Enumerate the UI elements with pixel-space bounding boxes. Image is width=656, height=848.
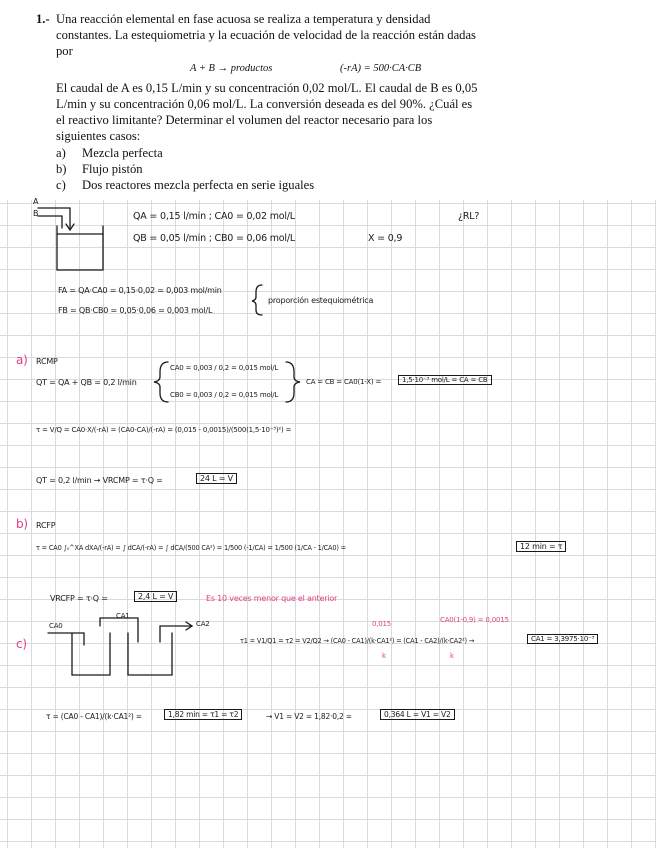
part-c-pink-ca0: 0,015: [372, 620, 392, 628]
reactor-1-inlet: [48, 633, 84, 645]
part-b-tau-result: 12 min = τ: [516, 541, 566, 552]
reaction-equation: A + B → productos: [190, 63, 273, 74]
tank-inlet-pipe-b: [38, 216, 62, 228]
case-c-text: Dos reactores mezcla perfecta en serie iguales: [82, 178, 315, 192]
part-a-label: a): [16, 353, 28, 367]
part-c-ca0: CA0: [49, 622, 63, 630]
part-a-volume-result: 24 L = V: [196, 473, 237, 484]
case-b-text: Flujo pistón: [82, 162, 143, 176]
part-c-ca1-result: CA1 = 3,3975·10⁻³: [527, 634, 598, 644]
case-c-letter: c): [56, 178, 66, 192]
part-b-volume-result: 2,4 L = V: [134, 591, 177, 602]
fb-line: FB = QB·CB0 = 0,05·0,06 = 0,003 mol/L: [58, 306, 213, 315]
part-a-tau: τ = V/Q = CA0·X/(-rA) = (CA0-CA)/(-rA) = (0,015 - 0,0015)/(500(1,5·10⁻³)²) =: [36, 426, 292, 434]
data-line-1: El caudal de A es 0,15 L/min y su concentración 0,02 mol/L. El caudal de B es 0,05: [56, 81, 478, 95]
fa-line: FA = QA·CA0 = 0,15·0,02 = 0,003 mol/min: [58, 286, 222, 295]
part-a-ca: CA = CB = CA0(1-X) =: [306, 378, 382, 386]
statement-line-2: constantes. La estequiometria y la ecuación de velocidad de la reacción están dadas: [56, 28, 476, 42]
case-a-letter: a): [56, 146, 66, 160]
qa-line: QA = 0,15 l/min ; CA0 = 0,02 mol/L: [133, 211, 295, 222]
brace-stoich: [252, 285, 262, 315]
part-a-ca0: CA0 = 0,003 / 0,2 = 0,015 mol/L: [170, 364, 279, 372]
data-line-4: siguientes casos:: [56, 129, 141, 143]
tank-label-a: A: [33, 197, 39, 206]
part-c-k1: k: [382, 652, 386, 660]
reactor-2-outlet: [160, 626, 192, 642]
reactor-1: [72, 633, 110, 675]
part-a-title: RCMP: [36, 357, 58, 366]
conversion-line: X = 0,9: [368, 233, 403, 244]
part-c-volume-result: 0,364 L = V1 = V2: [380, 709, 455, 720]
part-a-total-flow: QT = QA + QB = 0,2 l/min: [36, 378, 137, 387]
part-c-k2: k: [450, 652, 454, 660]
part-c-volume: → V1 = V2 = 1,82·0,2 =: [266, 712, 352, 721]
case-b-letter: b): [56, 162, 67, 176]
reactor-link: [100, 618, 138, 642]
part-c-tau-result: 1,82 min = τ1 = τ2: [164, 709, 242, 720]
part-c-label: c): [16, 637, 27, 651]
data-line-3: el reactivo limitante? Determinar el volumen del reactor necesario para los: [56, 113, 433, 127]
part-b-note: Es 10 veces menor que el anterior: [206, 594, 338, 603]
part-a-volume: QT = 0,2 l/min → VRCMP = τ·Q =: [36, 476, 163, 485]
part-c-tau: τ = (CA0 - CA1)/(k·CA1²) =: [46, 712, 142, 721]
part-c-pink-ca2: CA0(1-0,9) = 0,0015: [440, 616, 509, 624]
reactor-2: [128, 633, 172, 675]
qb-line: QB = 0,05 l/min ; CB0 = 0,06 mol/L: [133, 233, 295, 244]
statement-line-3: por: [56, 44, 73, 58]
statement-line-1: Una reacción elemental en fase acuosa se realiza a temperatura y densidad: [56, 12, 431, 26]
tank-inlet-pipe-a: [38, 208, 70, 228]
part-b-label: b): [16, 517, 28, 531]
part-c-ca1: CA1: [116, 612, 130, 620]
brace-a-right: [286, 362, 300, 402]
volume-question: ¿RL?: [458, 211, 480, 222]
part-b-title: RCFP: [36, 521, 56, 530]
part-c-equation: τ1 = V1/Q1 = τ2 = V2/Q2 → (CA0 - CA1)/(k·CA1²) = (CA1 - CA2)/(k·CA2²) →: [240, 637, 475, 645]
brace-a-left: [154, 362, 168, 402]
data-line-2: L/min y su concentración 0,06 mol/L. La conversión deseada es del 90%. ¿Cuál es: [56, 97, 473, 111]
part-b-tau: τ = CA0 ∫₀^XA dXA/(-rA) = ∫ dCA/(-rA) = ∫ dCA/(500 CA²) = 1/500 (-1/CA) = 1/500 (1/CA - 1/CA0) =: [36, 544, 346, 552]
part-a-ca-result: 1,5·10⁻³ mol/L = CA = CB: [398, 375, 492, 385]
case-a-text: Mezcla perfecta: [82, 146, 163, 160]
stoichiometric-note: proporción estequiométrica: [268, 296, 374, 305]
tank-label-b: B: [33, 209, 39, 218]
part-a-cb0: CB0 = 0,003 / 0,2 = 0,015 mol/L: [170, 391, 279, 399]
part-b-volume: VRCFP = τ·Q =: [50, 594, 108, 603]
problem-number: 1.-: [36, 12, 50, 26]
tank-outline: [57, 226, 103, 270]
rate-law: (-rA) = 500·CA·CB: [340, 63, 422, 74]
part-c-ca2: CA2: [196, 620, 210, 628]
